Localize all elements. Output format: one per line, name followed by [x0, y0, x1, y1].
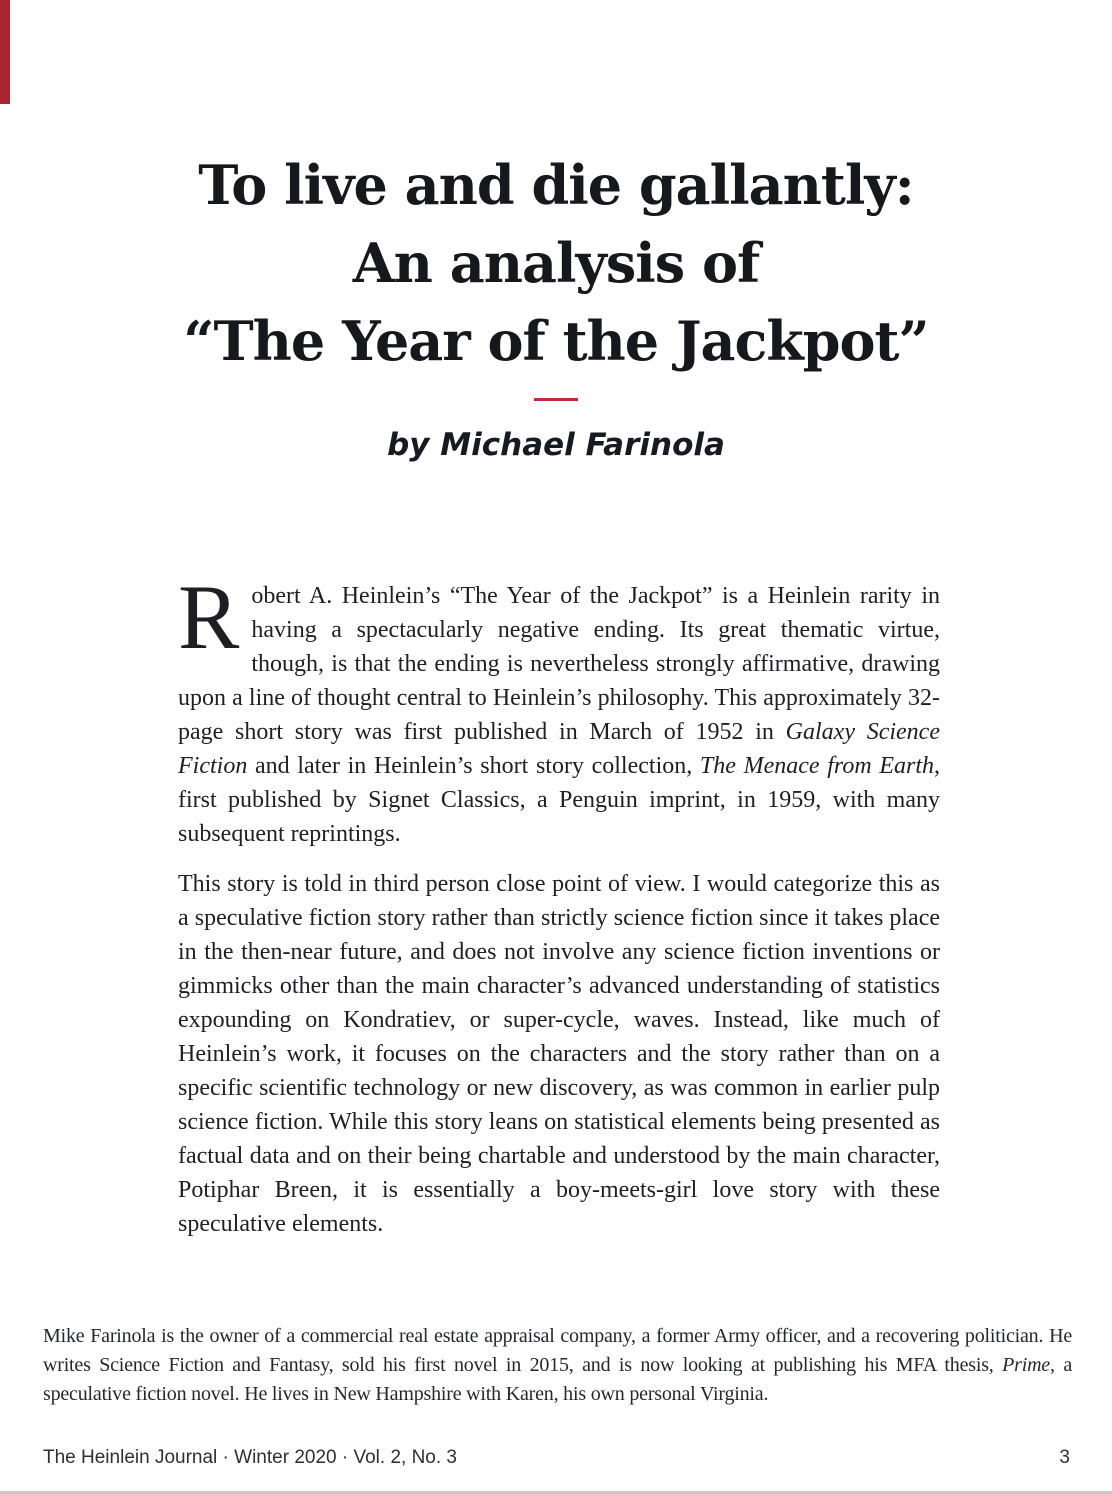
paragraph-2: [178, 867, 940, 1241]
paragraph-1: [178, 566, 940, 851]
title-line-3: “The Year of the Jackpot”: [183, 309, 929, 373]
paragraph-1-text: obert A. Heinlein’s “The Year of the Jackpot” is a Heinlein rarity in having a spectacularly negative ending. Its great thematic virtue, though, is that the ending is nevertheless strongly affirmative, drawing upon a line of thought central to Heinlein’s philosophy. This approximately 32-page short story was first published in March of 1952 in Galaxy Science Fiction and later in Heinlein’s short story collection, The Menace from Earth, first published by Signet Classics, a Penguin imprint, in 1959, with many subsequent reprintings.: [178, 583, 940, 847]
article-body: [178, 566, 940, 1241]
article-header: [0, 0, 1112, 463]
page-number: 3: [1059, 1447, 1070, 1468]
title-divider-rule: [534, 398, 578, 401]
author-byline: by Michael Farinola: [387, 427, 725, 463]
title-line-2: An analysis of: [352, 231, 760, 295]
drop-cap: R: [178, 566, 240, 668]
journal-citation: The Heinlein Journal · Winter 2020 · Vol. 2, No. 3: [43, 1447, 457, 1468]
article-title: [0, 146, 1112, 380]
page-footer: [43, 1447, 1070, 1469]
page-edge-accent-bar: [0, 0, 10, 104]
author-bio: Mike Farinola is the owner of a commercial real estate appraisal company, a former Army officer, and a recovering politician. He writes Science Fiction and Fantasy, sold his first novel in 2015, and is now looking at publishing his MFA thesis, Prime, a speculative fiction novel. He lives in New Hampshire with Karen, his own personal Virginia.: [43, 1325, 1072, 1405]
paragraph-2-text: This story is told in third person close point of view. I would categorize this as a speculative fiction story rather than strictly science fiction since it takes place in the then-near future, and does not involve any science fiction inventions or gimmicks other than the main character’s advanced understanding of statistics expounding on Kondratiev, or super-cycle, waves. Instead, like much of Heinlein’s work, it focuses on the characters and the story rather than on a specific scientific technology or new discovery, as was common in earlier pulp science fiction. While this story leans on statistical elements being presented as factual data and on their being chartable and understood by the main character, Potiphar Breen, it is essentially a boy-meets-girl love story with these speculative elements.: [178, 871, 940, 1237]
title-line-1: To live and die gallantly:: [198, 153, 914, 217]
